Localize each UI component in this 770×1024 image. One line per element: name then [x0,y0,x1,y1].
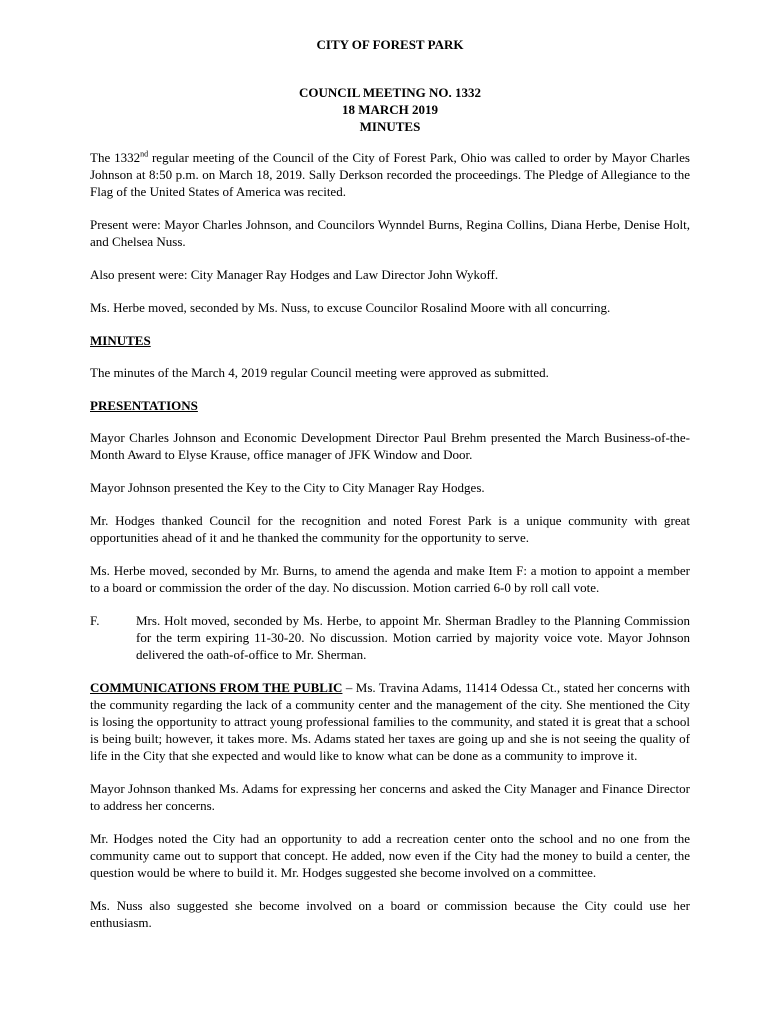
org-title: CITY OF FOREST PARK [316,37,464,52]
item-text: Mrs. Holt moved, seconded by Ms. Herbe, to appoint Mr. Sherman Bradley to the Planning Commission for the term expiring 11-30-20. No discussion. Motion carried by majority voice vote. Mayor Johnson delivered the oath-of-office to Mr. Sherman. [136,613,690,662]
intro-paragraph-excuse: Ms. Herbe moved, seconded by Ms. Nuss, to excuse Councilor Rosalind Moore with all concurring. [90,300,611,315]
meeting-number: COUNCIL MEETING NO. 1332 [298,85,482,100]
section-heading-presentations: PRESENTATIONS [90,398,198,413]
communications-paragraph-adams [90,679,690,764]
intro-text-rest: regular meeting of the Council of the City of Forest Park, Ohio was called to order by Mayor Charles Johnson at 8:50 p.m. on March 18, 2019. Sally Derkson recorded the proceedings. The Pledge of Allegiance to the Flag of the United States of America was recited. [90,150,690,199]
section-heading-minutes: MINUTES [90,333,151,348]
intro-paragraph-present: Present were: Mayor Charles Johnson, and Councilors Wynndel Burns, Regina Collins, Diana Herbe, Denise Holt, and Chelsea Nuss. [90,217,690,249]
presentations-paragraph-amend: Ms. Herbe moved, seconded by Mr. Burns, to amend the agenda and make Item F: a motion to appoint a member to a board or commission the order of the day. No discussion. Motion carried 6-0 by roll call vote. [90,563,690,595]
communications-paragraph-hodges: Mr. Hodges noted the City had an opportunity to add a recreation center onto the school and no one from the community came out to support that concept. He added, now even if the City had the money to build a center, the question would be where to build it. Mr. Hodges suggested she become involved on a committee. [90,831,690,880]
agenda-item-f [90,612,690,663]
communications-paragraph-nuss: Ms. Nuss also suggested she become involved on a board or commission because the City could use her enthusiasm. [90,898,690,930]
document-type: MINUTES [359,119,421,134]
communications-paragraph-mayor: Mayor Johnson thanked Ms. Adams for expressing her concerns and asked the City Manager and Finance Director to address her concerns. [90,781,690,813]
communications-text: – Ms. Travina Adams, 11414 Odessa Ct., stated her concerns with the community regarding the lack of a community center and the management of the city. She mentioned the City is losing the opportunity to attract young professional families to the community, and stated it is great that a school is being built; however, it takes more. Ms. Adams stated her taxes are going up and she is not seeing the quality of life in the City that she expected and would like to know what can be done as a community to improve it. [90,680,690,763]
meeting-date: 18 MARCH 2019 [341,102,439,117]
intro-paragraph-call-to-order [90,149,690,200]
minutes-paragraph: The minutes of the March 4, 2019 regular Council meeting were approved as submitted. [90,365,549,380]
presentations-paragraph-award: Mayor Charles Johnson and Economic Development Director Paul Brehm presented the March Business-of-the-Month Award to Elyse Krause, office manager of JFK Window and Door. [90,430,690,462]
meeting-heading [90,84,690,135]
presentations-paragraph-key: Mayor Johnson presented the Key to the City to City Manager Ray Hodges. [90,480,485,495]
intro-text-start: The 1332 [90,150,141,165]
presentations-paragraph-thanks: Mr. Hodges thanked Council for the recognition and noted Forest Park is a unique community with great opportunities ahead of it and he thanked the community for the opportunity to serve. [90,513,690,545]
ordinal-suffix: nd [140,149,149,159]
section-heading-communications: COMMUNICATIONS FROM THE PUBLIC [90,680,343,695]
intro-paragraph-also-present: Also present were: City Manager Ray Hodges and Law Director John Wykoff. [90,267,499,282]
item-letter: F. [90,613,100,628]
